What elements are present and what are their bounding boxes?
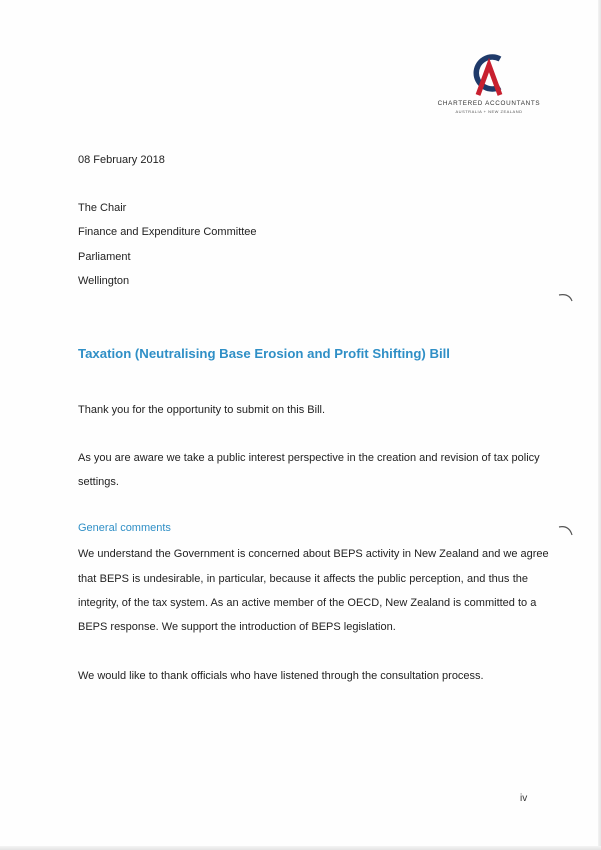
recipient-line-2: Finance and Expenditure Committee xyxy=(78,226,257,238)
aware-paragraph-line-2: settings. xyxy=(78,476,119,488)
submission-title: Taxation (Neutralising Base Erosion and Profit Shifting) Bill xyxy=(78,346,450,361)
thanks-paragraph: Thank you for the opportunity to submit on this Bill. xyxy=(78,404,326,416)
ca-logo-icon xyxy=(466,52,512,98)
ca-logo xyxy=(434,52,544,122)
page-number: iv xyxy=(520,793,528,804)
scan-binding-mark-lower xyxy=(558,524,574,538)
aware-paragraph-line-1: As you are aware we take a public interest perspective in the creation and revision of tax policy xyxy=(78,452,540,464)
general-comments-heading: General comments xyxy=(78,522,171,534)
scan-edge-bottom xyxy=(0,846,601,850)
logo-name: CHARTERED ACCOUNTANTS xyxy=(437,100,541,107)
recipient-line-1: The Chair xyxy=(78,202,127,214)
general-comments-line-1: We understand the Government is concerned about BEPS activity in New Zealand and we agree xyxy=(78,548,549,560)
general-comments-line-4: BEPS response. We support the introduction of BEPS legislation. xyxy=(78,621,396,633)
scan-binding-mark-upper xyxy=(558,292,574,304)
logo-subtitle: AUSTRALIA + NEW ZEALAND xyxy=(455,109,523,114)
recipient-line-3: Parliament xyxy=(78,251,131,263)
general-comments-line-3: integrity, of the tax system. As an active member of the OECD, New Zealand is committed to a xyxy=(78,597,537,609)
letter-date: 08 February 2018 xyxy=(78,154,165,166)
closing-paragraph: We would like to thank officials who have listened through the consultation process. xyxy=(78,670,484,682)
recipient-line-4: Wellington xyxy=(78,275,130,287)
general-comments-line-2: that BEPS is undesirable, in particular, because it affects the public perception, and thus the xyxy=(78,573,528,585)
